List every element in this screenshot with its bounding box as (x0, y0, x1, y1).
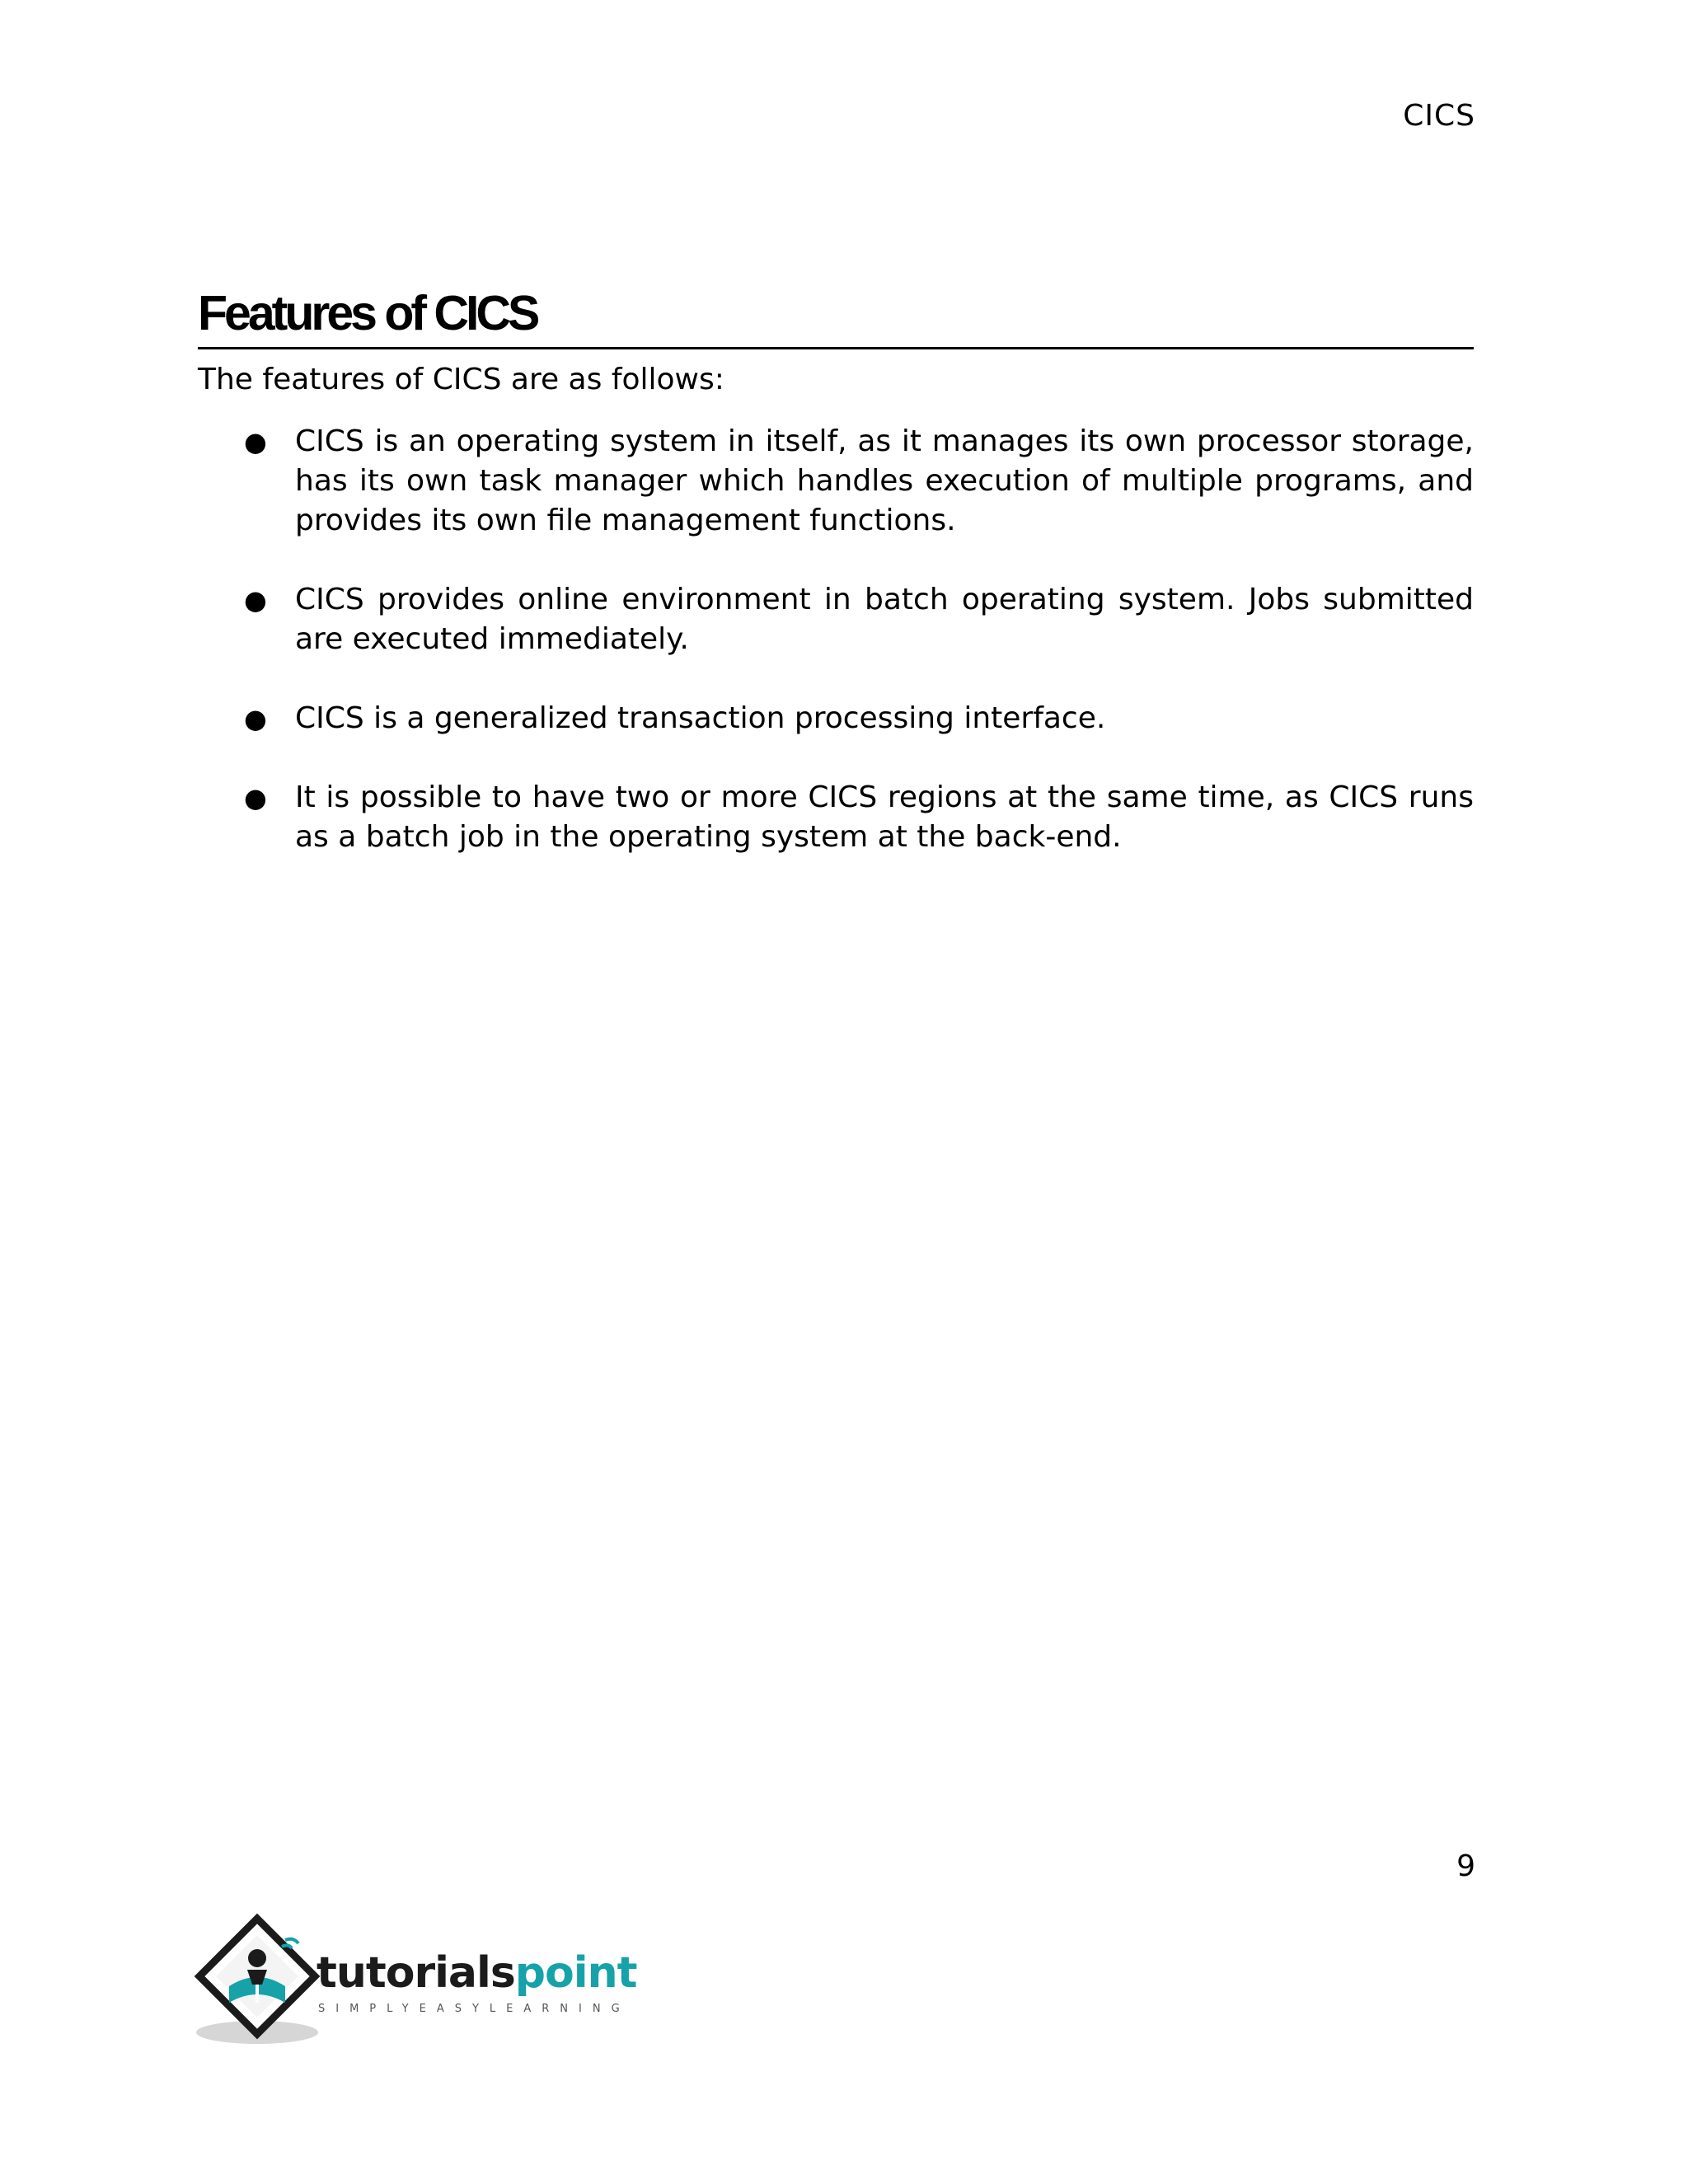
logo-tagline: SIMPLYEASYLEARNING (318, 2003, 631, 2015)
feature-item (198, 580, 1474, 659)
running-header: CICS (1403, 99, 1475, 133)
tutorialspoint-logo-icon (193, 1910, 333, 2050)
logo-wordmark (316, 1948, 637, 1998)
tutorialspoint-logo (193, 1910, 637, 2050)
logo-word-point: point (514, 1948, 637, 1998)
feature-text: CICS is an operating system in itself, as it manages its own processor storage, has its own task manager which handles execution of multiple programs, and provides its own file management functions. (295, 424, 1474, 537)
intro-text: The features of CICS are as follows: (198, 363, 724, 396)
feature-list (198, 422, 1474, 897)
logo-word-tutorials: tutorials (316, 1948, 515, 1998)
section-title: Features of CICS (198, 287, 1474, 349)
feature-text: CICS is a generalized transaction processing interface. (295, 701, 1106, 735)
feature-text: CICS provides online environment in batch operating system. Jobs submitted are executed immediately. (295, 583, 1474, 656)
feature-item (198, 422, 1474, 541)
page-number: 9 (1456, 1849, 1475, 1883)
bullet-icon: ● (244, 782, 267, 813)
bullet-icon: ● (244, 584, 267, 616)
feature-text: It is possible to have two or more CICS regions at the same time, as CICS runs as a batch job in the operating system at the back-end. (295, 780, 1474, 854)
feature-item (198, 778, 1474, 857)
bullet-icon: ● (244, 426, 267, 457)
feature-item (198, 699, 1474, 738)
bullet-icon: ● (244, 703, 267, 734)
